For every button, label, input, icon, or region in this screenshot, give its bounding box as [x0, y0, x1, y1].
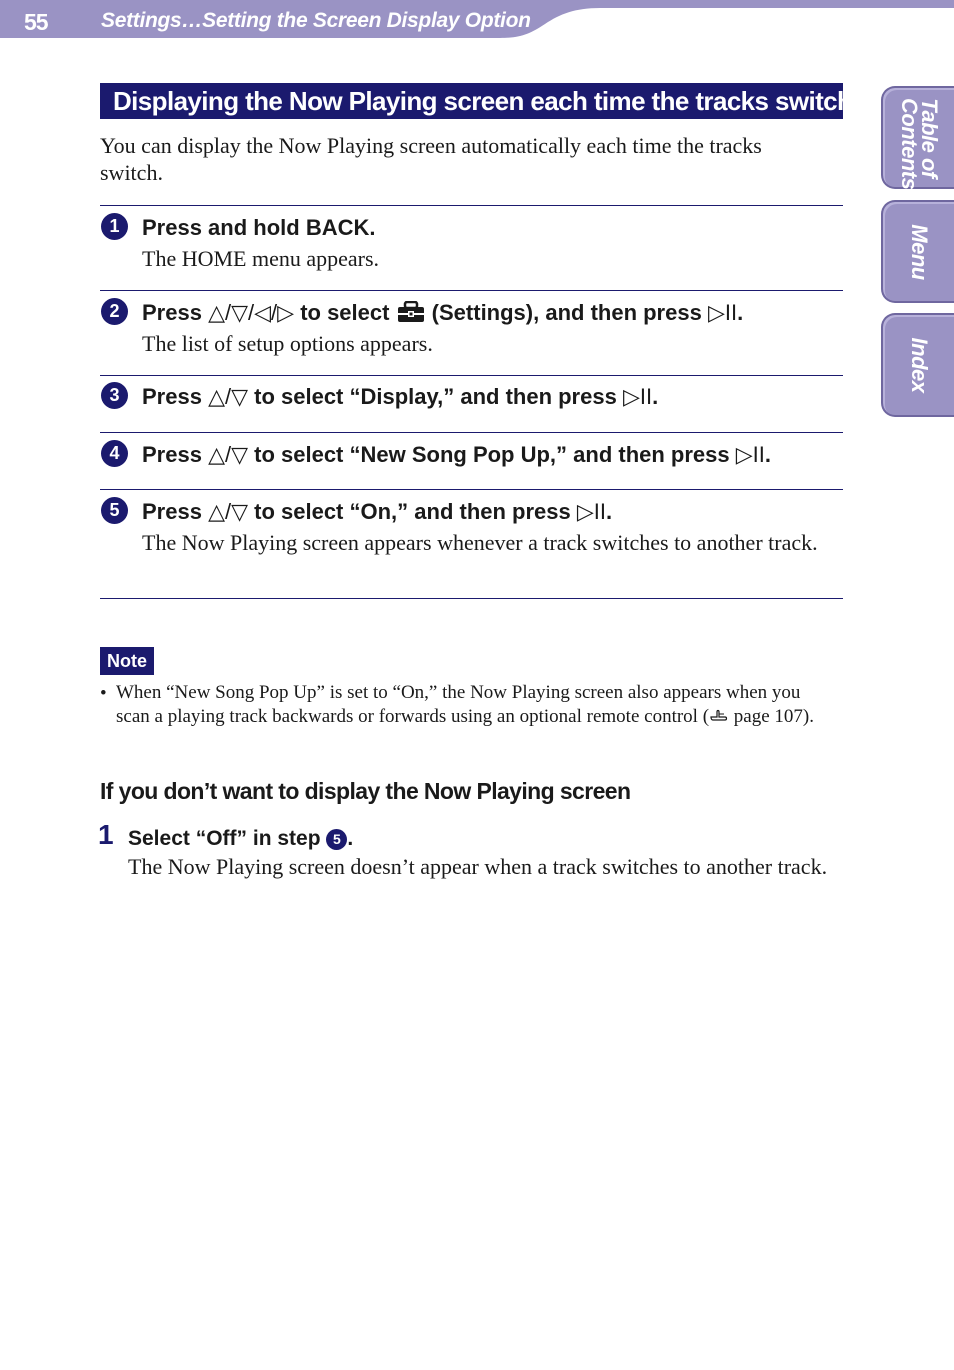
step-5-text-a: Press: [142, 499, 209, 524]
step-2-text-d: .: [737, 300, 744, 325]
tab-toc-label: Table of Contents: [897, 97, 942, 189]
tab-table-of-contents[interactable]: [881, 86, 954, 189]
step-3-text-b: to select “Display,” and then press: [248, 384, 623, 409]
divider: [100, 598, 843, 599]
section-title: Displaying the Now Playing screen each time the tracks switch: [100, 83, 843, 119]
step-3-text-d: .: [652, 384, 659, 409]
step-2-text-a: Press: [142, 300, 209, 325]
page-reference-icon[interactable]: [709, 707, 729, 731]
step-number-5: 5: [101, 497, 128, 524]
step-5-text-d: .: [606, 499, 613, 524]
tab-index[interactable]: [881, 313, 954, 417]
arrow-keys-icon: △/▽/◁/▷: [208, 300, 295, 325]
arrow-keys-icon: △/▽: [208, 442, 249, 467]
play-pause-icon: ▷II: [707, 300, 738, 325]
intro-paragraph: You can display the Now Playing screen automatically each time the tracks switch.: [100, 133, 762, 185]
note-text-b: page 107).: [729, 706, 814, 727]
subsection-heading: If you don’t want to display the Now Playing screen: [100, 778, 631, 804]
note-badge: Note: [100, 647, 154, 675]
tab-menu[interactable]: [881, 200, 954, 303]
sub-step-number: 1: [98, 819, 114, 850]
tab-menu-label: Menu: [907, 223, 932, 280]
step-4-text-a: Press: [142, 442, 209, 467]
divider: [100, 375, 843, 376]
toolbox-settings-icon: [396, 301, 426, 329]
step-2-text-b: to select: [294, 300, 396, 325]
step-3-title: [142, 384, 658, 410]
step-number-4: 4: [101, 440, 128, 467]
step-5-description: The Now Playing screen appears whenever a track switches to another track.: [142, 530, 818, 555]
step-5-text-b: to select “On,” and then press: [248, 499, 577, 524]
step-5-title: [142, 499, 612, 525]
step-number-2: 2: [101, 298, 128, 325]
arrow-keys-icon: △/▽: [208, 384, 249, 409]
breadcrumb: Settings…Setting the Screen Display Option: [101, 9, 531, 32]
arrow-keys-icon: △/▽: [208, 499, 249, 524]
step-4-title: [142, 442, 771, 468]
play-pause-icon: ▷II: [735, 442, 765, 467]
step-3-text-a: Press: [142, 384, 209, 409]
sub-step-description: The Now Playing screen doesn’t appear when a track switches to another track.: [128, 854, 828, 879]
step-2-description: The list of setup options appears.: [142, 331, 433, 356]
note-text-a: When “New Song Pop Up” is set to “On,” the Now Playing screen also appears when you scan a playing track backwards or forwards using an optional remote control (: [116, 682, 801, 727]
page-header: [0, 0, 954, 40]
sub-step-text-a: Select “Off” in step: [128, 827, 327, 850]
bullet: •: [100, 683, 107, 704]
note-text: [116, 681, 828, 731]
play-pause-icon: ▷II: [576, 499, 607, 524]
sub-step-title: [128, 826, 353, 852]
divider: [100, 205, 843, 206]
step-2-text-c: (Settings), and then press: [425, 300, 708, 325]
tab-index-label: Index: [907, 337, 932, 393]
page-number: 55: [24, 9, 48, 35]
step-1-title: Press and hold BACK.: [142, 215, 376, 240]
step-1-description: The HOME menu appears.: [142, 246, 380, 271]
step-reference-badge: 5: [326, 829, 347, 850]
sub-step-text-b: .: [347, 827, 354, 850]
divider: [100, 489, 843, 490]
divider: [100, 290, 843, 291]
step-number-3: 3: [101, 382, 128, 409]
step-4-text-d: .: [764, 442, 772, 467]
step-number-1: 1: [101, 213, 128, 240]
step-2-title: [142, 300, 743, 329]
divider: [100, 432, 843, 433]
step-4-text-b: to select “New Song Pop Up,” and then press: [248, 442, 736, 467]
play-pause-icon: ▷II: [622, 384, 653, 409]
